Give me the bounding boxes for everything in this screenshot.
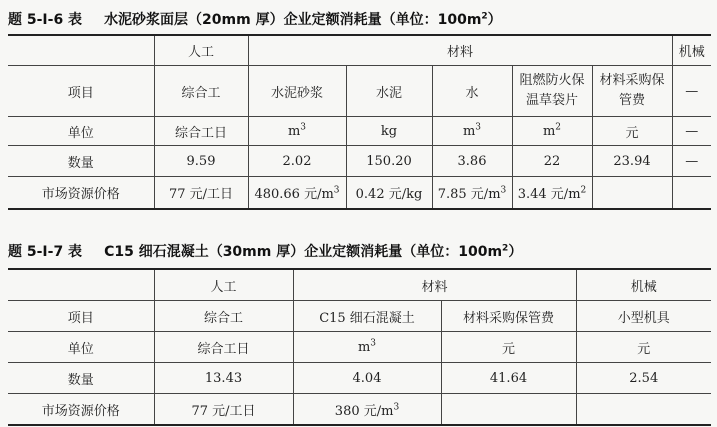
table1-price	[592, 177, 672, 210]
table2-title-sup: 2	[502, 243, 509, 254]
table1-qty: 9.59	[154, 146, 248, 177]
table1-corner-cell	[8, 35, 154, 66]
table1-title	[8, 9, 502, 29]
table1-title-text: 水泥砂浆面层（20mm 厚）企业定额消耗量（单位：100m	[104, 12, 482, 28]
table1-qty-label: 数量	[8, 146, 154, 177]
table1-group-labor: 人工	[154, 35, 248, 66]
table1-unit: $m^3$	[248, 117, 346, 146]
table1-price-label: 市场资源价格	[8, 177, 154, 210]
table2-group-machine: 机械	[576, 269, 711, 301]
table2-title	[8, 241, 522, 261]
table1-price: 0.42 元/kg	[346, 177, 432, 210]
table1-item: 材料采购保管费	[592, 66, 672, 117]
table2-qty: 13.43	[154, 363, 293, 394]
table1-group-material: 材料	[248, 35, 672, 66]
table1-price: 77 元/工日	[154, 177, 248, 210]
table1-unit: kg	[346, 117, 432, 146]
table1-title-number: 题 5-Ⅰ-6 表	[8, 12, 83, 28]
table2-qty-row	[8, 363, 711, 394]
table2-items-row	[8, 301, 711, 332]
table2-items-label: 项目	[8, 301, 154, 332]
table1-unit-row	[8, 117, 711, 146]
table1-qty: 22	[512, 146, 592, 177]
table2-unit: 综合工日	[154, 332, 293, 363]
table2-unit-row	[8, 332, 711, 363]
table1-qty: —	[672, 146, 711, 177]
table2-item: 综合工	[154, 301, 293, 332]
table2-price	[576, 394, 711, 426]
table2-unit: 元	[576, 332, 711, 363]
table2-item: C15 细石混凝土	[293, 301, 441, 332]
table2-unit-label: 单位	[8, 332, 154, 363]
table2-group-material: 材料	[293, 269, 576, 301]
table2-price: 77 元/工日	[154, 394, 293, 426]
table1-items-row	[8, 66, 711, 117]
table2-qty: 4.04	[293, 363, 441, 394]
table1-items-label: 项目	[8, 66, 154, 117]
table2-unit: 元	[441, 332, 576, 363]
table2-price: 380 元$/m^3$	[293, 394, 441, 426]
table1-item: 水	[432, 66, 512, 117]
table1-price	[672, 177, 711, 210]
table2-group-labor: 人工	[154, 269, 293, 301]
table1	[8, 34, 711, 210]
table2-item: 小型机具	[576, 301, 711, 332]
table1-group-row	[8, 35, 711, 66]
table1-group-machine: 机械	[672, 35, 711, 66]
table2	[8, 268, 711, 426]
table2-title-text: C15 细石混凝土（30mm 厚）企业定额消耗量（单位：100m	[104, 244, 503, 260]
table1-unit-label: 单位	[8, 117, 154, 146]
table2-price	[441, 394, 576, 426]
table1-item: 水泥砂浆	[248, 66, 346, 117]
table1-price-row	[8, 177, 711, 210]
table2-qty: 41.64	[441, 363, 576, 394]
table2-price-row	[8, 394, 711, 426]
table1-qty: 23.94	[592, 146, 672, 177]
table1-item: —	[672, 66, 711, 117]
table1-item: 综合工	[154, 66, 248, 117]
table2-group-row	[8, 269, 711, 301]
table2-qty-label: 数量	[8, 363, 154, 394]
table1-unit: $m^3$	[432, 117, 512, 146]
table1-unit: $m^2$	[512, 117, 592, 146]
table2-price-label: 市场资源价格	[8, 394, 154, 426]
table1-price: 3.44 元$/m^2$	[512, 177, 592, 210]
table1-unit: 综合工日	[154, 117, 248, 146]
table1-item: 水泥	[346, 66, 432, 117]
table1-unit: —	[672, 117, 711, 146]
table1-title-sup: 2	[481, 11, 488, 22]
table1-unit: 元	[592, 117, 672, 146]
table2-title-number: 题 5-Ⅰ-7 表	[8, 244, 83, 260]
table2-qty: 2.54	[576, 363, 711, 394]
table1-qty: 2.02	[248, 146, 346, 177]
table1-qty: 150.20	[346, 146, 432, 177]
table1-title-end: ）	[487, 12, 502, 28]
table1-item: 阻燃防火保温草袋片	[512, 66, 592, 117]
table2-title-end: ）	[508, 244, 523, 260]
table1-price: 7.85 元$/m^3$	[432, 177, 512, 210]
table2-unit: $m^3$	[293, 332, 441, 363]
table1-qty: 3.86	[432, 146, 512, 177]
table2-item: 材料采购保管费	[441, 301, 576, 332]
table2-corner-cell	[8, 269, 154, 301]
table1-qty-row	[8, 146, 711, 177]
table1-price: 480.66 元$/m^3$	[248, 177, 346, 210]
